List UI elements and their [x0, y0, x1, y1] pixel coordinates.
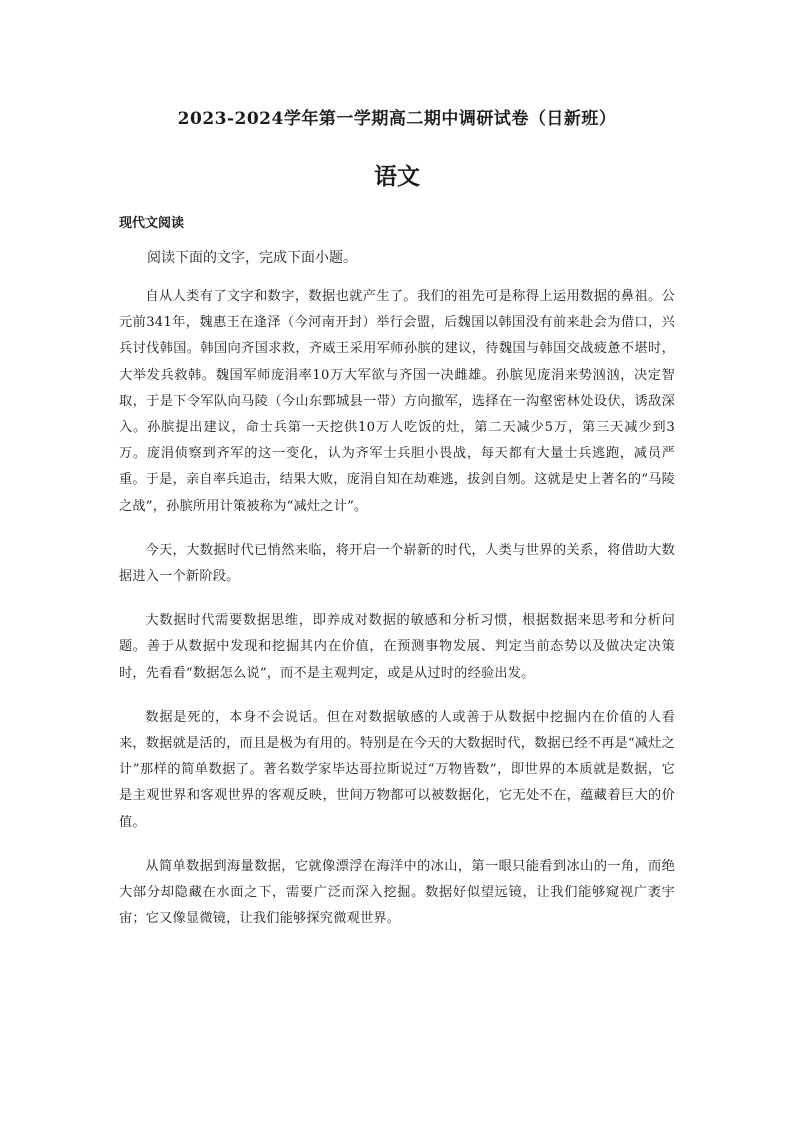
passage-paragraph: 自从人类有了文字和数字，数据也就产生了。我们的祖先可是称得上运用数据的鼻祖。公元前341年，魏惠王在逢泽（今河南开封）举行会盟，后魏国以韩国没有前来赴会为借口，兴兵讨伐韩国。韩国向齐国求救，齐威王采用军师孙膑的建议，待魏国与韩国交战疲惫不堪时，大举发兵救韩。魏国军师庞涓率10万大军欲与齐国一决雌雄。孙膑见庞涓来势汹汹，决定智取，于是下令军队向马陵（今山东鄄城县一带）方向撤军，选择在一沟壑密林处设伏，诱敌深入。孙膑提出建议，命士兵第一天挖供10万人吃饭的灶，第二天减少5万，第三天减少到3万。庞涓侦察到齐军的这一变化，认为齐军士兵胆小畏战，每天都有大量士兵逃跑，减员严重。于是，亲自率兵追击，结果大败，庞涓自知在劫难逃，拔剑自刎。这就是史上著名的“马陵之战”，孙膑所用计策被称为“减灶之计”。 [119, 289, 675, 514]
section-heading: 现代文阅读 [119, 216, 185, 231]
passage-paragraph: 数据是死的，本身不会说话。但在对数据敏感的人或善于从数据中挖掘内在价值的人看来，数据就是活的，而且是极为有用的。特别是在今天的大数据时代，数据已经不再是“减灶之计”那样的简单数据了。著名数学家毕达哥拉斯说过“万物皆数”，即世界的本质就是数据，它是主观世界和客观世界的客观反映，世间万物都可以被数据化，它无处不在，蕴藏着巨大的价值。 [119, 709, 675, 830]
reading-passage [119, 284, 675, 950]
exam-title: 2023-2024学年第一学期高二期中调研试卷（日新班） [177, 109, 617, 129]
passage-paragraph: 今天，大数据时代已悄然来临，将开启一个崭新的时代，人类与世界的关系，将借助大数据进入一个新阶段。 [119, 542, 675, 585]
reading-instruction: 阅读下面的文字，完成下面小题。 [147, 250, 357, 266]
passage-paragraph: 大数据时代需要数据思维，即养成对数据的敏感和分析习惯，根据数据来思考和分析问题。善于从数据中发现和挖掘其内在价值，在预测事物发展、判定当前态势以及做决定决策时，先看看“数据怎么说”，而不是主观判定，或是从过时的经验出发。 [119, 613, 675, 681]
passage-paragraph: 从简单数据到海量数据，它就像漂浮在海洋中的冰山，第一眼只能看到冰山的一角，而绝大部分却隐藏在水面之下，需要广泛而深入挖掘。数据好似望远镜，让我们能够窥视广袤宇宙；它又像显微镜，让我们能够探究微观世界。 [119, 858, 675, 927]
subject-title: 语文 [374, 163, 420, 190]
